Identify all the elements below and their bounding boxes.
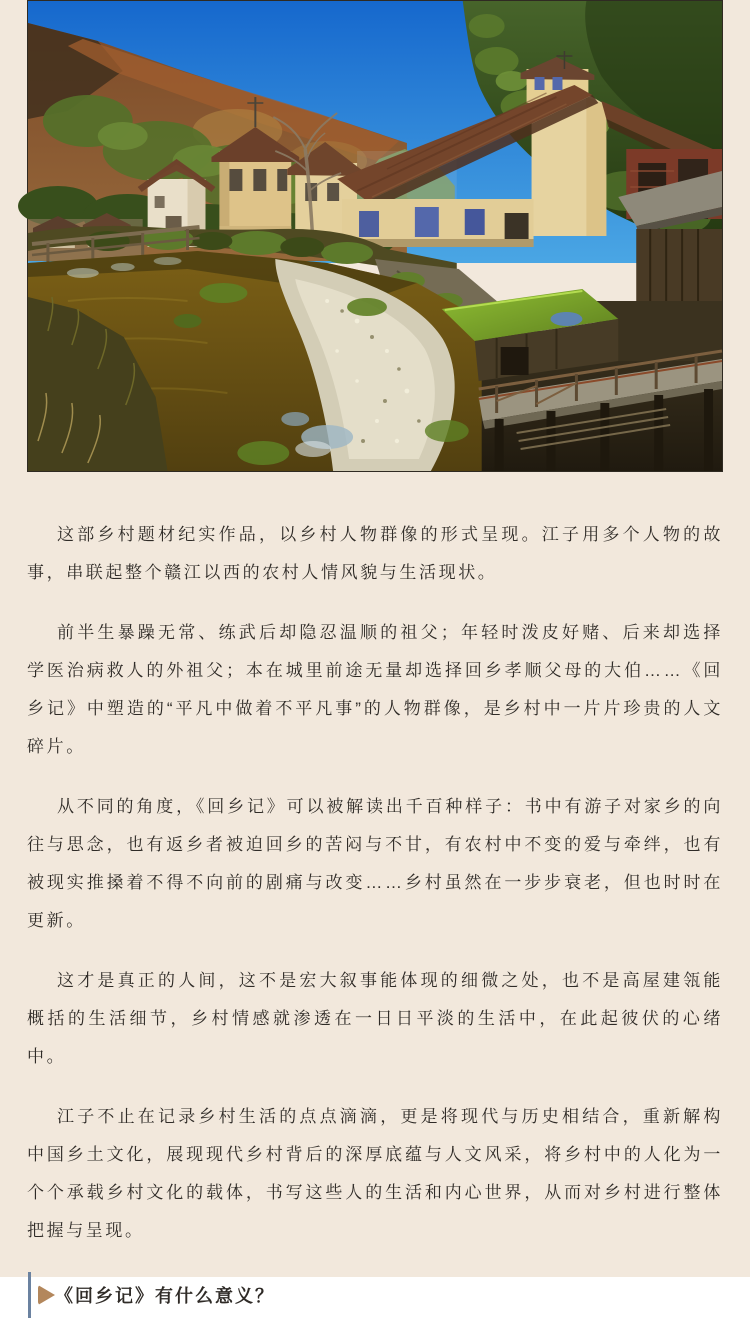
article-paragraph: 江子不止在记录乡村生活的点点滴滴，更是将现代与历史相结合，重新解构中国乡土文化，展现现代乡村背后的深厚底蕴与人文风采，将乡村中的人化为一个个承载乡村文化的载体，书写这些人的生活和内心世界，从而对乡村进行整体把握与呈现。 [27, 1107, 723, 1240]
section-heading-title: 《回乡记》有什么意义？ [55, 1286, 275, 1306]
photo-wooden-structures [442, 289, 722, 471]
article-paragraph: 这部乡村题材纪实作品，以乡村人物群像的形式呈现。江子用多个人物的故事，串联起整个赣江以西的农村人情风貌与生活现状。 [27, 525, 723, 582]
article-paragraph: 前半生暴躁无常、练武后却隐忍温顺的祖父；年轻时泼皮好赌、后来却选择学医治病救人的外祖父；本在城里前途无量却选择回乡孝顺父母的大伯……《回乡记》中塑造的“平凡中做着不平凡事”的人物群像，是乡村中一片片珍贵的人文碎片。 [27, 623, 723, 756]
article-paragraph: 从不同的角度，《回乡记》可以被解读出千百种样子：书中有游子对家乡的向往与思念，也有返乡者被迫回乡的苦闷与不甘，有农村中不变的爱与牵绊，也有被现实推搡着不得不向前的剧痛与改变……乡村虽然在一步步衰老，但也时时在更新。 [27, 797, 723, 930]
section-heading [28, 1272, 750, 1318]
article-paragraph: 这才是真正的人间，这不是宏大叙事能体现的细微之处，也不是高屋建瓴能概括的生活细节，乡村情感就渗透在一日日平淡的生活中，在此起彼伏的心绪中。 [27, 971, 723, 1066]
village-photo[interactable] [27, 0, 723, 472]
article-body [0, 472, 750, 1250]
play-triangle-icon [38, 1285, 55, 1305]
heading-bar-marker [28, 1272, 31, 1318]
village-photo-graphic [28, 1, 722, 471]
